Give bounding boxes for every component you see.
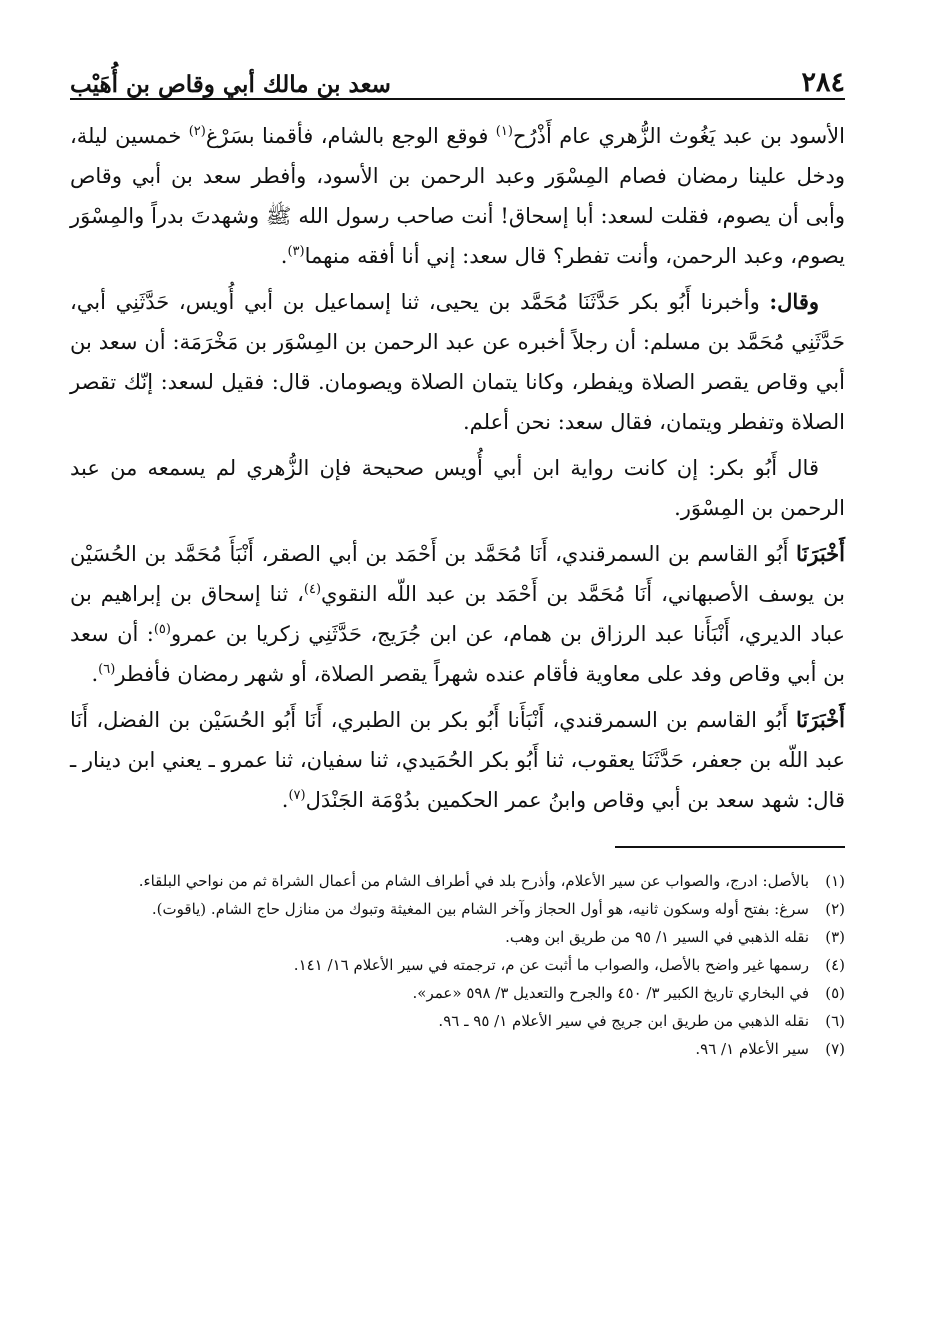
footnote-marker: (٣) [287,244,305,259]
footnote-item [70,1036,845,1063]
footnote-text: بالأصل: ادرج، والصواب عن سير الأعلام، وأذرح بلد في أطراف الشام من أعمال الشراة ثم من نواحي البلقاء. [138,872,809,890]
text-run: أَبُو القاسم بن السمرقندي، أَنْبَأَنا أَبُو بكر بن الطبري، أَنَا أَبُو الحُسَيْن بن الفضل، أَنَا عبد اللّه بن جعفر، حَدَّثَنَا يعقوب، ثنا أَبُو بكر الحُمَيدي، ثنا سفيان، ثنا عمرو ـ يعني ابن دينار ـ قال: شهد سعد بن أبي وقاص وابنُ عمر الحكمين بدُوْمَة الجَنْدَل [70,708,845,812]
footnote-marker: (٧) [288,788,306,803]
footnote-marker: (٦) [98,662,116,677]
footnote-item [70,868,845,895]
footnote-item [70,980,845,1007]
text-run: قال أَبُو بكر: إن كانت رواية ابن أبي أُويس صحيحة فإن الزُّهري لم يسمعه من عبد الرحمن بن المِسْوَر. [70,456,845,520]
footnote-number: (٢) [825,900,845,918]
text-run: ، ثنا إسحاق بن إبراهيم بن عباد الديري، أَنْبَأَنا عبد الرزاق بن همام، عن ابن جُرَيج، حَدَّثَنِي زكريا بن عمرو [70,582,845,646]
footnote-text: نقله الذهبي في السير ١/ ٩٥ من طريق ابن وهب. [505,928,809,946]
paragraph-lead: أَخْبَرَنَا [796,541,845,566]
main-text [70,116,845,820]
paragraph-4 [70,534,845,694]
text-run: الأسود بن عبد يَغُوث الزُّهري عام أَذْرُح [512,124,845,148]
page-header [70,52,845,100]
text-run: وأخبرنا أَبُو بكر حَدَّثَنَا مُحَمَّد بن يحيى، ثنا إسماعيل بن أبي أُويس، حَدَّثَنِي أبي، حَدَّثَنِي مُحَمَّد بن مسلم: أن رجلاً أخبره عن عبد الرحمن بن المِسْوَر بن مَخْرَمَة: أن سعد بن أبي وقاص يقصر الصلاة ويفطر، وكانا يتمان الصلاة ويصومان. قال: فقيل لسعد: إنّك تقصر الصلاة وتفطر ويتمان، فقال سعد: نحن أعلم. [70,290,845,434]
footnote-text: نقله الذهبي من طريق ابن جريج في سير الأعلام ١/ ٩٥ ـ ٩٦. [438,1012,809,1030]
footnote-marker: (٥) [153,622,171,637]
footnote-number: (٣) [825,928,845,946]
text-run: . [280,244,288,268]
footnote-number: (٥) [825,984,845,1002]
text-run: . [281,788,289,812]
footnote-marker: (١) [495,124,513,139]
footnote-item [70,896,845,923]
footnote-text: سير الأعلام ١/ ٩٦. [695,1040,809,1058]
paragraph-3 [70,448,845,528]
footnote-item [70,924,845,951]
paragraph-lead: أَخْبَرَنَا [796,707,845,732]
footnote-text: في البخاري تاريخ الكبير ٣/ ٤٥٠ والجرح والتعديل ٣/ ٥٩٨ «عمر». [412,984,809,1002]
footnote-text: سرغ: بفتح أوله وسكون ثانيه، هو أول الحجاز وآخر الشام بين المغيثة وتبوك من منازل حاج الشام. (ياقوت). [151,900,809,918]
footnote-number: (٧) [825,1040,845,1058]
text-run: خمسين ليلة، ودخل علينا رمضان فصام المِسْوَر وعبد الرحمن بن الأسود، وأفطر سعد بن أبي وقاص وأبى أن يصوم، فقلت لسعد: أبا إسحاق! أنت صاحب رسول الله ﷺ وشهدتَ بدراً والمِسْوَر يصوم، وعبد الرحمن، وأنت تفطر؟ قال سعد: إني أنا أفقه منهما [70,124,845,268]
footnote-text: رسمها غير واضح بالأصل، والصواب ما أثبت عن م، ترجمته في سير الأعلام ١٦/ ١٤١. [293,956,809,974]
footnote-separator [615,846,845,848]
footnote-marker: (٤) [303,582,322,597]
footnote-number: (١) [825,872,845,890]
paragraph-2 [70,282,845,442]
page-number: ٢٨٤ [801,67,845,98]
paragraph-lead: وقال: [769,289,819,314]
footnote-item [70,952,845,979]
text-run: أَبُو القاسم بن السمرقندي، أَنَا مُحَمَّد بن أَحْمَد بن أبي الصقر، أَنْبَأَ مُحَمَّد بن الحُسَيْن بن يوسف الأصبهاني، أَنَا مُحَمَّد بن أَحْمَد بن عبد اللّه النقوي [70,542,846,606]
running-title: سعد بن مالك أبي وقاص بن أُهَيْب [70,71,391,98]
paragraph-5 [70,700,845,820]
footnote-item [70,1008,845,1035]
footnote-number: (٦) [825,1012,845,1030]
text-run: . [91,662,99,686]
paragraph-1 [70,116,845,276]
footnote-marker: (٢) [188,124,206,139]
footnotes [70,868,845,1063]
footnote-number: (٤) [825,956,845,974]
text-run: : أن سعد بن أبي وقاص وفد على معاوية فأقام عنده شهراً يقصر الصلاة، أو شهر رمضان فأفطر [70,622,845,686]
text-run: فوقع الوجع بالشام، فأقمنا بسَرْغ [205,124,496,148]
